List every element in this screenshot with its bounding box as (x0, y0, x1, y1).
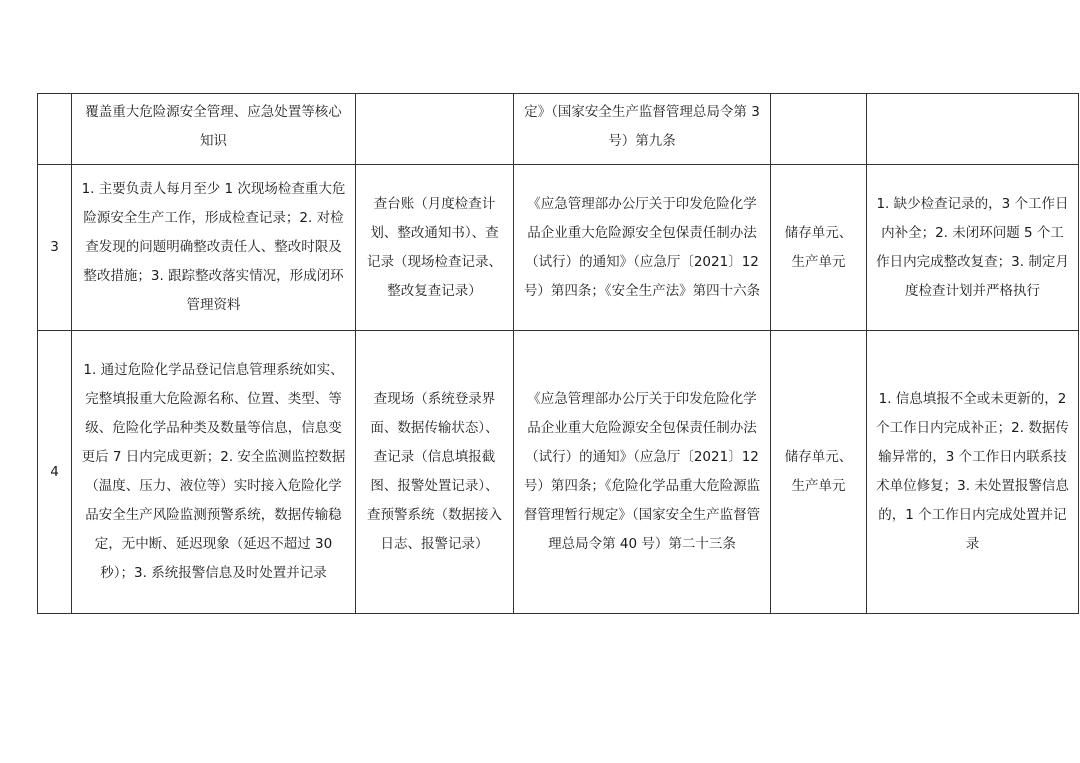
basis-cell: 定》（国家安全生产监督管理总局令第 3 号）第九条 (514, 94, 771, 165)
requirement-cell: 覆盖重大危险源安全管理、应急处置等核心知识 (72, 94, 356, 165)
inspection-table (37, 93, 1079, 614)
requirement-cell: 1. 通过危险化学品登记信息管理系统如实、完整填报重大危险源名称、位置、类型、等级、危险化学品种类及数量等信息，信息变更后 7 日内完成更新；2. 安全监测监控数据（温度、压力、液位等）实时接入危险化学品安全生产风险监测预警系统，数据传输稳定，无中断、延迟现象（延迟不超过 30 秒）；3. 系统报警信息及时处置并记录 (72, 331, 356, 614)
table-row (38, 165, 1079, 331)
remedy-cell: 1. 信息填报不全或未更新的，2 个工作日内完成补正；2. 数据传输异常的，3 个工作日内联系技术单位修复；3. 未处置报警信息的，1 个工作日内完成处置并记录 (867, 331, 1079, 614)
scope-cell: 储存单元、生产单元 (771, 165, 867, 331)
table-row (38, 331, 1079, 614)
method-cell (356, 94, 514, 165)
row-index (38, 94, 72, 165)
scope-cell: 储存单元、生产单元 (771, 331, 867, 614)
method-cell: 查台账（月度检查计划、整改通知书）、查记录（现场检查记录、整改复查记录） (356, 165, 514, 331)
table-row-continued (38, 94, 1079, 165)
scope-cell (771, 94, 867, 165)
row-index: 3 (38, 165, 72, 331)
row-index: 4 (38, 331, 72, 614)
remedy-cell (867, 94, 1079, 165)
basis-cell: 《应急管理部办公厅关于印发危险化学品企业重大危险源安全包保责任制办法（试行）的通知》（应急厅〔2021〕12 号）第四条；《安全生产法》第四十六条 (514, 165, 771, 331)
requirement-cell: 1. 主要负责人每月至少 1 次现场检查重大危险源安全生产工作，形成检查记录；2. 对检查发现的问题明确整改责任人、整改时限及整改措施；3. 跟踪整改落实情况，形成闭环管理资料 (72, 165, 356, 331)
basis-cell: 《应急管理部办公厅关于印发危险化学品企业重大危险源安全包保责任制办法（试行）的通知》（应急厅〔2021〕12 号）第四条；《危险化学品重大危险源监督管理暂行规定》（国家安全生产监督管理总局令第 40 号）第二十三条 (514, 331, 771, 614)
method-cell: 查现场（系统登录界面、数据传输状态）、查记录（信息填报截图、报警处置记录）、查预警系统（数据接入日志、报警记录） (356, 331, 514, 614)
remedy-cell: 1. 缺少检查记录的，3 个工作日内补全；2. 未闭环问题 5 个工作日内完成整改复查；3. 制定月度检查计划并严格执行 (867, 165, 1079, 331)
